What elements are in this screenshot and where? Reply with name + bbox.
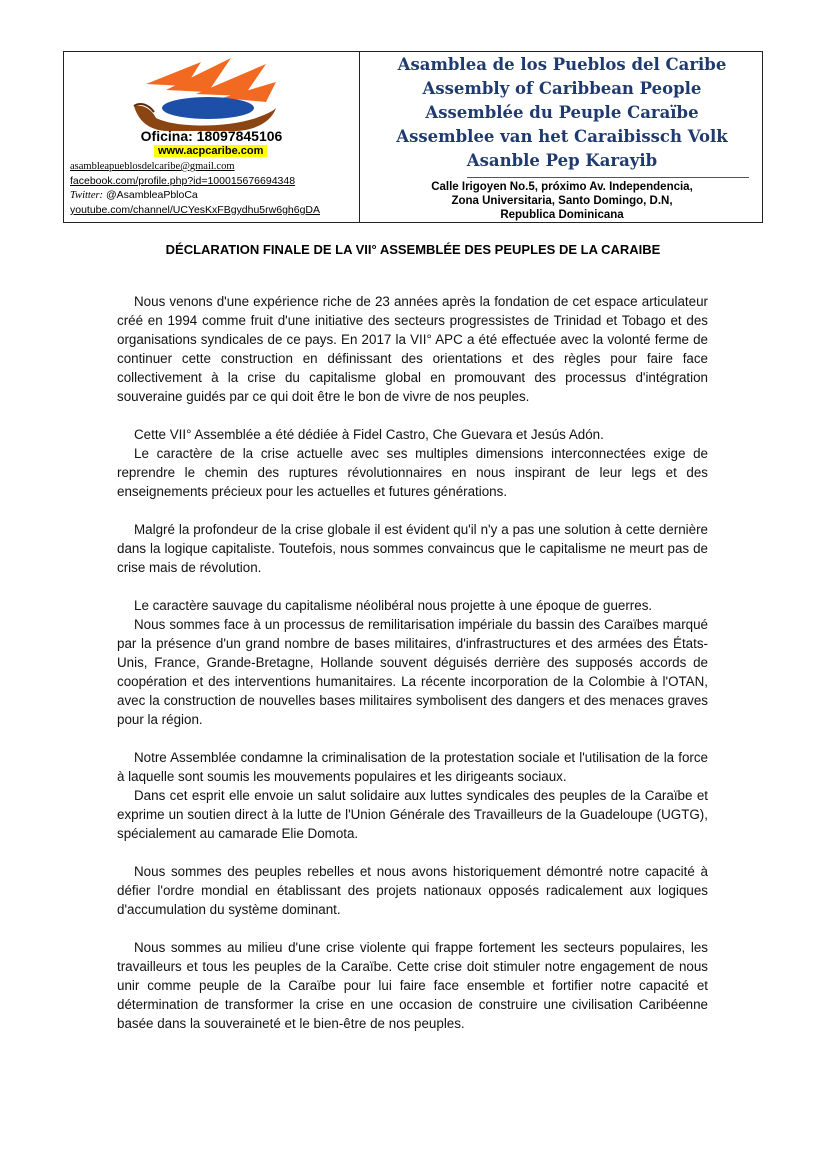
- website-link[interactable]: www.acpcaribe.com: [154, 145, 267, 157]
- email-link[interactable]: asambleapueblosdelcaribe@gmail.com: [70, 161, 235, 172]
- paragraph: Nous venons d'une expérience riche de 23 années après la fondation de cet espace articulateur créé en 1994 comme fruit d'une initiative des secteurs progressistes de Trinidad et Tobago et des organisations syndicales de ce pays. En 2017 la VII° APC a été effectuée avec la volonté ferme de continuer cette construction en définissant des orientations et des règles pour faire face collectivement à la crise du capitalisme global en promouvant des processus d'intégration souveraine guidés par ce qui doit être le bon de vivre de nos peuples.: [117, 294, 708, 404]
- paragraph: Le caractère de la crise actuelle avec ses multiples dimensions interconnectées exige de reprendre le chemin des ruptures révolutionnaires en nous inspirant de leur legs et des enseignements précieux pour les actuelles et futures générations.: [117, 446, 708, 499]
- org-name-es: Asamblea de los Pueblos del Caribe: [397, 55, 727, 74]
- paragraph: Dans cet esprit elle envoie un salut solidaire aux luttes syndicales des peuples de la Caraïbe et exprime un soutien direct à la lutte de l'Union Générale des Travailleurs de la Guadeloupe (UGTG), spécialement au camarade Elie Domota.: [117, 788, 708, 841]
- twitter-handle-text: @AsambleaPbloCa: [105, 189, 198, 201]
- facebook-link[interactable]: facebook.com/profile.php?id=100015676694348: [70, 175, 296, 187]
- paragraph: Notre Assemblée condamne la criminalisation de la protestation sociale et l'utilisation de la force à laquelle sont soumis les mouvements populaires et les dirigeants sociaux.: [117, 750, 708, 784]
- address-rule: [467, 177, 749, 178]
- org-name-nl: Assemblee van het Caraibissch Volk: [396, 127, 728, 146]
- address-line: Calle Irigoyen No.5, próximo Av. Independencia,: [431, 181, 693, 193]
- org-name-en: Assembly of Caribbean People: [422, 79, 702, 98]
- paragraph: Le caractère sauvage du capitalisme néolibéral nous projette à une époque de guerres.: [134, 598, 653, 613]
- paragraph: Nous sommes des peuples rebelles et nous avons historiquement démontré notre capacité à défier l'ordre mondial en établissant des projets nationaux opposés radicalement aux logiques d'accumulation du système dominant.: [117, 864, 708, 917]
- acp-logo-icon: [126, 54, 276, 132]
- paragraph: Nous sommes face à un processus de remilitarisation impériale du bassin des Caraïbes marqué par la présence d'un grand nombre de bases militaires, d'infrastructures et des armées des États-Unis, France, Grande-Bretagne, Hollande souvent déguisés derrière des supposés accords de coopération et des interventions humanitaires. La récente incorporation de la Colombie à l'OTAN, avec la construction de nouvelles bases militaires symbolisent des dangers et des menaces graves pour la région.: [117, 617, 708, 727]
- address: [360, 180, 764, 222]
- org-name-fr: Assemblée du Peuple Caraïbe: [425, 103, 699, 122]
- youtube-link[interactable]: youtube.com/channel/UCYesKxFBgydhu5rw6gh6gDA: [70, 204, 321, 216]
- document-body: [117, 292, 708, 1033]
- paragraph: Nous sommes au milieu d'une crise violente qui frappe fortement les secteurs populaires, les travailleurs et tous les peuples de la Caraïbe. Cette crise doit stimuler notre engagement de nous unir comme peuple de la Caraïbe pour lui faire face ensemble et fortifier notre capacité et détermination de transformer la crise en une occasion de construire une civilisation Caribéenne basée dans la souveraineté et le bien-être de nos peuples.: [117, 940, 708, 1031]
- twitter-label: Twitter:: [70, 190, 104, 201]
- paragraph: Malgré la profondeur de la crise globale il est évident qu'il n'y a pas une solution à cette dernière dans la logique capitaliste. Toutefois, nous sommes convaincus que le capitalisme ne meurt pas de crise mais de révolution.: [117, 522, 708, 575]
- organization-names: [360, 53, 764, 173]
- org-name-ht: Asanble Pep Karayib: [466, 151, 658, 170]
- twitter-handle[interactable]: [70, 189, 198, 201]
- document-title: DÉCLARATION FINALE DE LA VII° ASSEMBLÉE DES PEUPLES DE LA CARAIBE: [165, 242, 661, 257]
- address-line: Republica Dominicana: [500, 209, 624, 221]
- office-phone: Oficina: 18097845106: [140, 128, 283, 144]
- letterhead: [63, 51, 763, 223]
- address-line: Zona Universitaria, Santo Domingo, D.N,: [451, 195, 673, 207]
- paragraph: Cette VII° Assemblée a été dédiée à Fidel Castro, Che Guevara et Jesús Adón.: [134, 427, 604, 442]
